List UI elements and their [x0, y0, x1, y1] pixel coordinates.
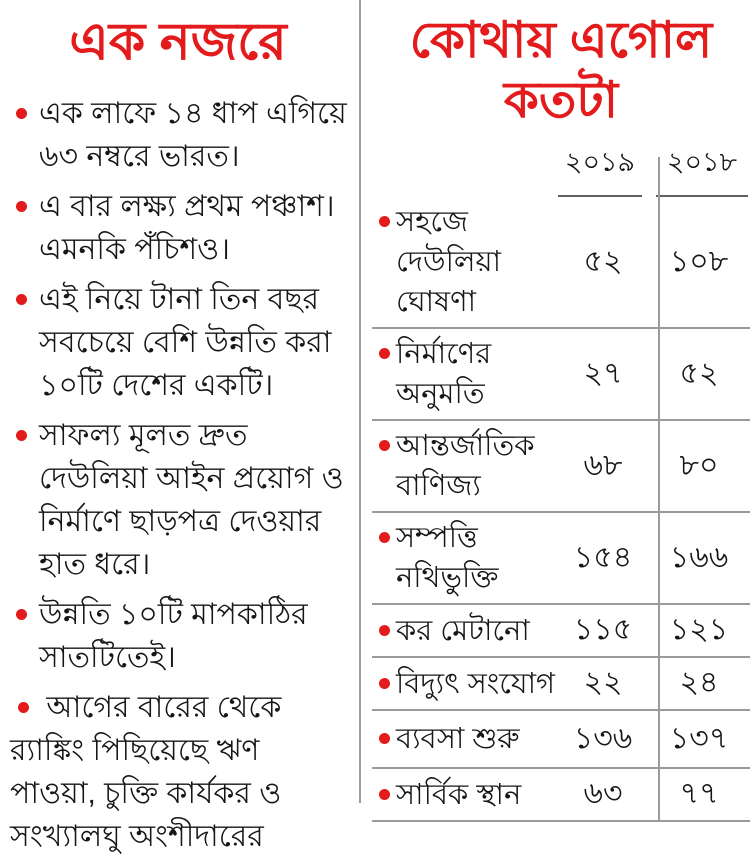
- bullet-text: এই নিয়ে টানা তিন বছর সবচেয়ে বেশি উন্নতি করা ১০টি দেশের একটি।: [39, 283, 332, 402]
- value-2018: ৫২: [679, 356, 719, 390]
- value-2018: ৮০: [679, 448, 719, 482]
- list-item: [8, 686, 348, 858]
- column-divider: [359, 0, 361, 803]
- value-2018: ২৪: [679, 666, 719, 699]
- bullet-icon: [16, 430, 27, 441]
- value-2019: ২৭: [583, 356, 623, 390]
- table-row: [372, 711, 750, 769]
- bullet-icon: [379, 440, 390, 451]
- table-row: [372, 513, 750, 605]
- table-row: [372, 197, 750, 329]
- value-2019: ২২: [583, 666, 623, 699]
- table-row: [372, 658, 750, 711]
- column-header-2018: ২০১৮: [656, 142, 748, 197]
- bullet-icon: [379, 348, 390, 359]
- list-item: [8, 278, 348, 407]
- row-label-text: সহজে দেউলিয়া ঘোষণা: [396, 206, 501, 318]
- table-column-divider: [658, 157, 660, 822]
- value-2018: ১৩৭: [669, 721, 729, 755]
- row-label-text: সম্পত্তি নথিভুক্তি: [396, 522, 499, 594]
- value-2018: ৭৭: [679, 777, 719, 810]
- table-row: [372, 329, 750, 421]
- table-row: [372, 421, 750, 513]
- at-a-glance-title: এক নজরে: [69, 13, 287, 71]
- list-item: [8, 185, 348, 271]
- value-2018: ১৬৬: [669, 540, 729, 574]
- bullet-text: এ বার লক্ষ্য প্রথম পঞ্চাশ। এমনকি পঁচিশও।: [39, 190, 335, 266]
- value-2018: ১২১: [669, 613, 729, 646]
- value-2019: ৬৮: [583, 448, 623, 482]
- list-item: [8, 92, 348, 178]
- bullet-icon: [16, 108, 27, 119]
- row-label: [372, 770, 558, 820]
- row-label-text: বিদ্যুৎ সংযোগ: [396, 667, 556, 700]
- row-label: [372, 421, 558, 511]
- bullet-text: সাফল্য মূলত দ্রুত দেউলিয়া আইন প্রয়োগ ও নির্মাণে ছাড়পত্র দেওয়ার হাত ধরে।: [39, 419, 344, 581]
- table-title-line2: কতটা: [503, 72, 619, 128]
- column-header-2019: ২০১৯: [558, 142, 642, 197]
- ranking-table: [372, 197, 750, 822]
- header-spacer: [372, 142, 558, 197]
- bullet-icon: [379, 789, 390, 800]
- bullet-icon: [16, 609, 27, 620]
- table-row: [372, 605, 750, 658]
- bullet-text: এক লাফে ১৪ ধাপ এগিয়ে ৬৩ নম্বরে ভারত।: [39, 97, 347, 173]
- bullet-icon: [16, 294, 27, 305]
- list-item: [8, 593, 348, 679]
- bullet-icon: [18, 702, 29, 713]
- row-label: [372, 606, 558, 656]
- row-label-text: ব্যবসা শুরু: [396, 723, 520, 755]
- bullet-text: উন্নতি ১০টি মাপকাঠির সাতটিতেই।: [39, 598, 308, 674]
- value-2019: ১৩৬: [573, 721, 633, 755]
- table-header-row: [372, 142, 750, 197]
- row-label-text: কর মেটানো: [396, 614, 530, 647]
- row-label: [372, 513, 558, 603]
- value-2019: ১১৫: [573, 613, 633, 646]
- bullet-text: আগের বারের থেকে র‍্যাঙ্কিং পিছিয়েছে ঋণ পাওয়া, চুক্তি কার্যকর ও সংখ্যালঘু অংশীদারের: [10, 691, 282, 853]
- value-2019: ৫২: [583, 244, 623, 278]
- row-label-text: আন্তর্জাতিক বাণিজ্য: [396, 430, 535, 502]
- bullet-icon: [379, 216, 390, 227]
- table-row: [372, 769, 750, 822]
- row-label-text: সার্বিক স্থান: [396, 778, 522, 811]
- bullet-icon: [379, 532, 390, 543]
- table-title-line1: কোথায় এগোল: [409, 12, 713, 68]
- bullet-icon: [16, 201, 27, 212]
- bullet-icon: [379, 625, 390, 636]
- row-label-text: নির্মাণের অনুমতি: [396, 338, 492, 410]
- at-a-glance-panel: [0, 0, 358, 853]
- row-label: [372, 714, 558, 764]
- row-label: [372, 197, 558, 327]
- value-2019: ১৫৪: [573, 540, 633, 574]
- row-label: [372, 659, 558, 709]
- value-2019: ৬৩: [583, 777, 623, 810]
- value-2018: ১০৮: [669, 244, 729, 278]
- bullet-icon: [379, 678, 390, 689]
- at-a-glance-list: [8, 92, 348, 858]
- list-item: [8, 414, 348, 586]
- progress-table-panel: [362, 0, 750, 811]
- bullet-icon: [379, 733, 390, 744]
- row-label: [372, 329, 558, 419]
